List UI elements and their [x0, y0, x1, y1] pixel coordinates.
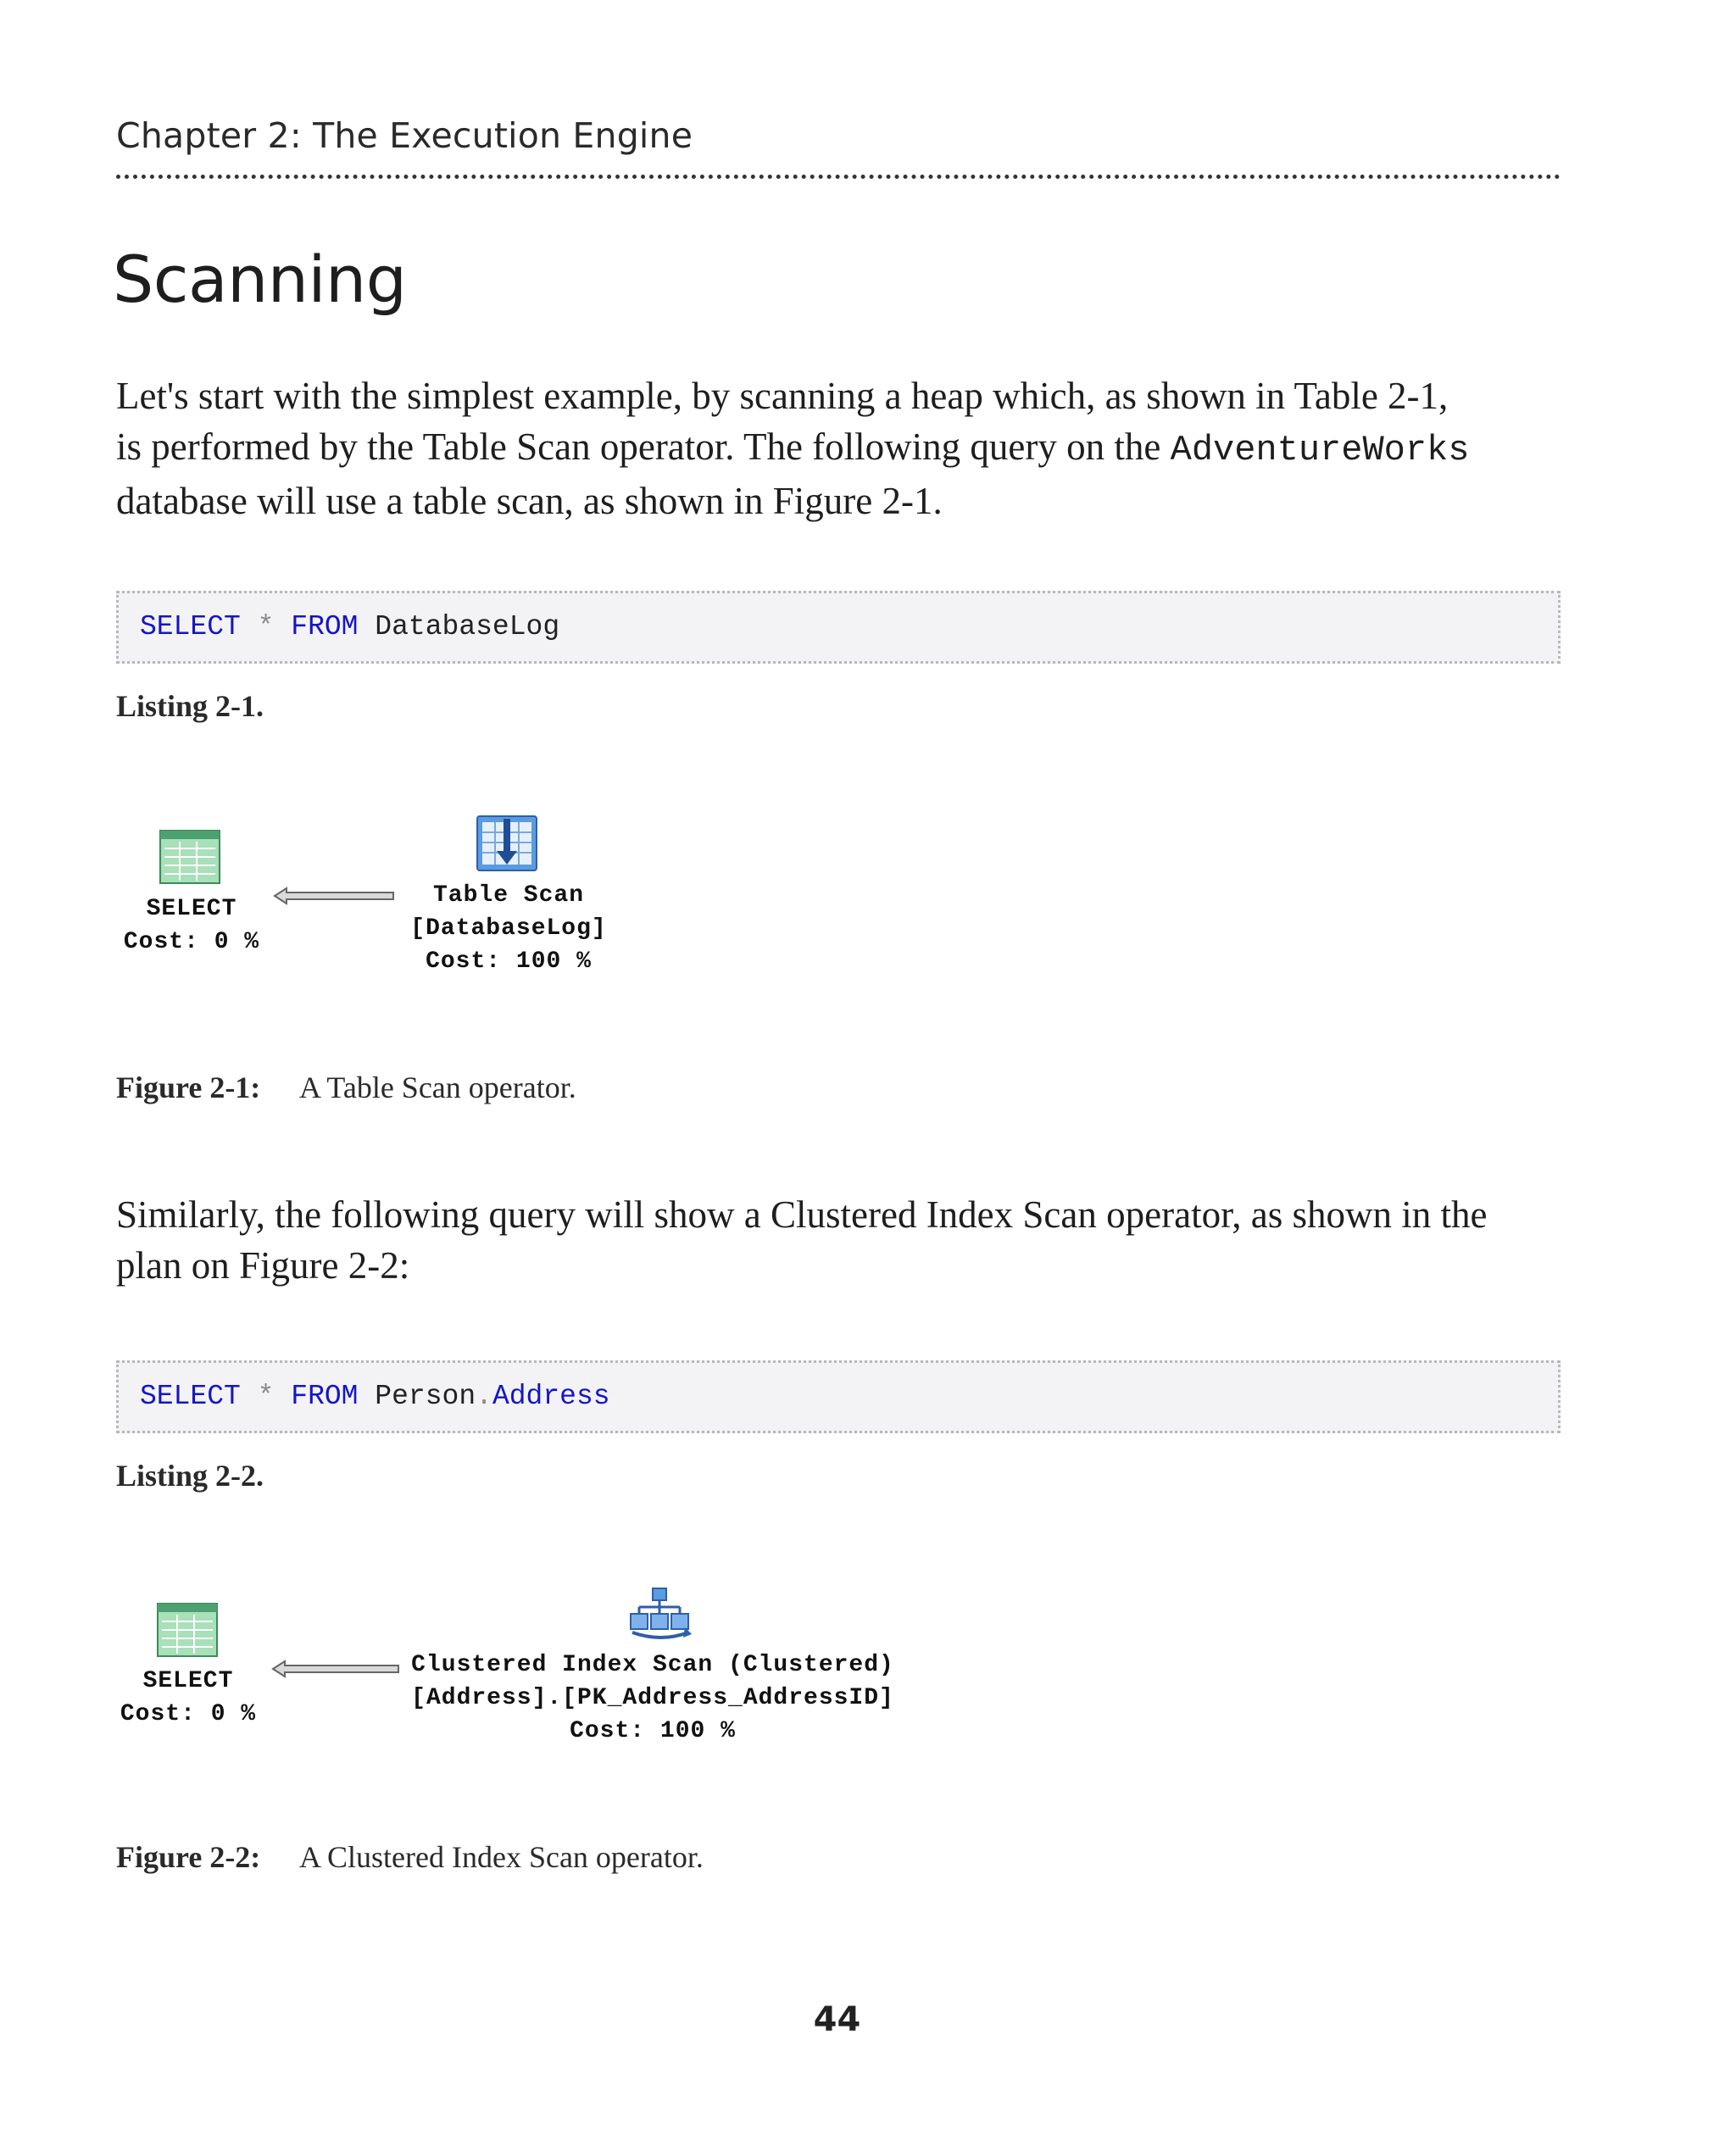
figure-caption-2 — [116, 1839, 704, 1875]
clustered-index-scan-operator-label — [398, 1649, 907, 1748]
operator-name: Table Scan — [432, 882, 585, 909]
code-keyword: FROM — [291, 1381, 359, 1412]
chapter-header: Chapter 2: The Execution Engine — [116, 115, 693, 156]
clustered-index-scan-icon — [629, 1587, 693, 1644]
header-divider — [116, 175, 1561, 179]
operator-cost: Cost: 100 % — [426, 948, 592, 975]
code-listing-2 — [116, 1360, 1561, 1433]
page-number: 44 — [813, 2000, 861, 2039]
operator-cost: Cost: 100 % — [570, 1718, 736, 1744]
listing-label-1: Listing 2-1. — [116, 689, 264, 723]
result-grid-icon — [157, 1603, 218, 1657]
paragraph-line — [116, 421, 1574, 475]
operator-name: Clustered Index Scan (Clustered) — [411, 1652, 894, 1678]
operator-object: [DatabaseLog] — [410, 915, 607, 942]
operator-name: SELECT — [146, 896, 237, 922]
table-scan-icon — [476, 815, 537, 871]
figure-caption-text: A Clustered Index Scan operator. — [299, 1840, 704, 1874]
inline-code: AdventureWorks — [1170, 430, 1470, 470]
operator-cost: Cost: 0 % — [123, 929, 260, 955]
result-grid-icon — [159, 830, 220, 884]
data-flow-arrow-icon — [273, 886, 395, 906]
figure-caption-text: A Table Scan operator. — [299, 1070, 576, 1104]
figure-label: Figure 2-1: — [116, 1070, 261, 1104]
operator-object: [Address].[PK_Address_AddressID] — [411, 1685, 894, 1711]
figure-caption-1 — [116, 1070, 576, 1105]
table-scan-operator-label — [398, 879, 619, 978]
code-listing-1 — [116, 591, 1561, 664]
paragraph-line: Similarly, the following query will show a Clustered Index Scan operator, as shown in the — [116, 1193, 1488, 1236]
code-operator: * — [257, 1381, 275, 1412]
figure-label: Figure 2-2: — [116, 1840, 261, 1874]
intro-paragraph — [116, 370, 1574, 526]
paragraph-text: is performed by the Table Scan operator. The following query on the — [116, 425, 1171, 468]
code-operator: * — [257, 611, 275, 642]
code-keyword: FROM — [291, 611, 359, 642]
second-paragraph — [116, 1189, 1574, 1291]
paragraph-line: Let's start with the simplest example, by scanning a heap which, as shown in Table 2-1, — [116, 375, 1449, 417]
select-operator-label — [112, 1665, 264, 1731]
paragraph-line: database will use a table scan, as shown in Figure 2-1. — [116, 480, 943, 522]
data-flow-arrow-icon — [271, 1659, 400, 1679]
code-identifier: Person — [375, 1381, 476, 1412]
code-operator: . — [476, 1381, 492, 1412]
operator-name: SELECT — [142, 1668, 234, 1694]
code-identifier: DatabaseLog — [375, 611, 560, 642]
select-operator-label — [115, 893, 268, 959]
listing-label-2: Listing 2-2. — [116, 1459, 264, 1493]
paragraph-line: plan on Figure 2-2: — [116, 1244, 410, 1287]
code-identifier: Address — [492, 1381, 610, 1412]
section-title: Scanning — [113, 242, 407, 317]
code-keyword: SELECT — [140, 1381, 241, 1412]
code-keyword: SELECT — [140, 611, 241, 642]
operator-cost: Cost: 0 % — [120, 1701, 257, 1727]
